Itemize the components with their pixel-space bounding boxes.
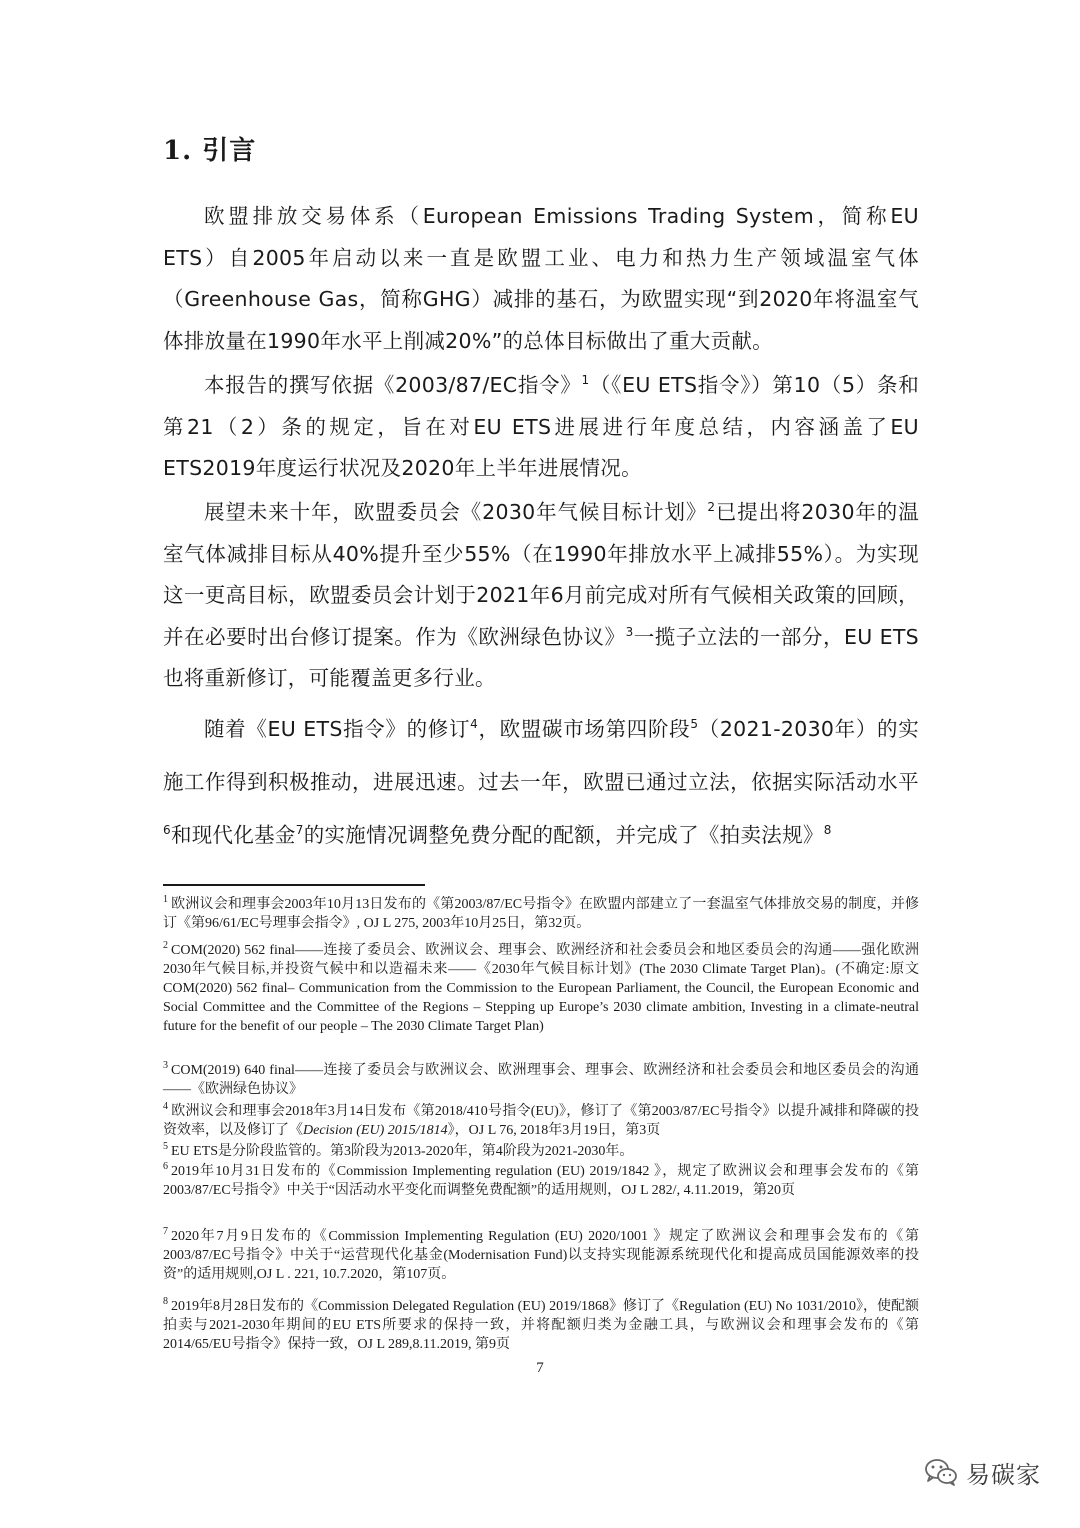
paragraph-1: 欧盟排放交易体系（European Emissions Trading System，简称EU ETS）自2005年启动以来一直是欧盟工业、电力和热力生产领域温室气体（Greenhouse Gas，简称GHG）减排的基石，为欧盟实现“到2020年将温室气体排放量在1990年水平上削减20%”的总体目标做出了重大贡献。	[163, 204, 919, 353]
footnote-6: $^6$ 2019年10月31日发布的《Commission Implementing regulation (EU) 2019/1842 》，规定了欧洲议会和理事会发布的《第2003/87/EC号指令》中关于“因活动水平变化而调整免费配额”的适用规则，OJ L 282/, 4.11.2019，第20页	[163, 1161, 919, 1198]
paragraph-2: 本报告的撰写依据《2003/87/EC指令》$^1$（《EU ETS指令》）第10（5）条和第21（2）条的规定，旨在对EU ETS进展进行年度总结，内容涵盖了EU ETS2019年度运行状况及2020年上半年进展情况。	[163, 373, 920, 480]
footnote-5: $^5$ EU ETS是分阶段监管的。第3阶段为2013-2020年，第4阶段为2021-2030年。	[163, 1141, 634, 1159]
footnote-ref-7[interactable]: 7	[295, 823, 304, 838]
footnote-ref-4[interactable]: 4	[470, 717, 479, 732]
footnote-8: $^8$ 2019年8月28日发布的《Commission Delegated Regulation (EU) 2019/1868》修订了《Regulation (EU) No 1031/2010》，使配额拍卖与2021-2030年期间的EU ETS所要求的保持一致，并将配额归类为金融工具，与欧洲议会和理事会发布的《第2014/65/EU号指令》保持一致，OJ L 289,8.11.2019, 第9页	[163, 1296, 919, 1352]
footnote-ref-3[interactable]: 3	[625, 624, 634, 639]
footnote-7: $^7$ 2020年7月9日发布的《Commission Implementing Regulation (EU) 2020/1001 》规定了欧洲议会和理事会发布的《第2003/87/EC号指令》中关于“运营现代化基金(Modernisation Fund)以支持实现能源系统现代化和提高成员国能源效率的投资”的适用规则,OJ L . 221, 10.7.2020，第107页。	[163, 1226, 919, 1282]
footnote-ref-2[interactable]: 2	[707, 500, 716, 515]
footnote-divider	[163, 884, 425, 886]
watermark-name: 易碳家	[966, 1460, 1041, 1489]
section-heading: 1. 引言	[163, 136, 257, 166]
watermark	[924, 1452, 1041, 1492]
footnote-1: $^1$ 欧洲议会和理事会2003年10月13日发布的《第2003/87/EC号指令》在欧盟内部建立了一套温室气体排放交易的制度，并修订《第96/61/EC号理事会指令》, OJ L 275, 2003年10月25日，第32页。	[163, 894, 919, 931]
footnote-3: $^3$ COM(2019) 640 final——连接了委员会与欧洲议会、欧洲理事会、理事会、欧洲经济和社会委员会和地区委员会的沟通——《欧洲绿色协议》	[163, 1060, 919, 1097]
paragraph-3: 展望未来十年，欧盟委员会《2030年气候目标计划》$^2$已提出将2030年的温室气体减排目标从40%提升至少55%（在1990年排放水平上减排55%）。为实现这一更高目标，欧盟委员会计划于2021年6月前完成对所有气候相关政策的回顾，并在必要时出台修订提案。作为《欧洲绿色协议》$^3$一揽子立法的一部分，EU ETS也将重新修订，可能覆盖更多行业。	[163, 500, 919, 690]
wechat-icon	[924, 1457, 958, 1487]
footnote-4: $^4$ 欧洲议会和理事会2018年3月14日发布《第2018/410号指令(EU)》，修订了《第2003/87/EC号指令》以提升减排和降碳的投资效率，以及修订了《Decision (EU) 2015/1814》，OJ L 76, 2018年3月19日，第3页	[163, 1101, 919, 1138]
paragraph-4: 随着《EU ETS指令》的修订$^4$，欧盟碳市场第四阶段$^5$（2021-2030年）的实施工作得到积极推动，进展迅速。过去一年，欧盟已通过立法，依据实际活动水平$^6$和现代化基金$^7$的实施情况调整免费分配的配额，并完成了《拍卖法规》$^8$	[163, 717, 919, 847]
footnote-ref-1[interactable]: 1	[581, 373, 590, 388]
page-number: 7	[536, 1360, 544, 1376]
footnote-ref-6[interactable]: 6	[163, 823, 171, 838]
footnote-ref-8[interactable]: 8	[823, 823, 832, 838]
footnote-ref-5[interactable]: 5	[690, 717, 699, 732]
footnote-2: $^2$ COM(2020) 562 final——连接了委员会、欧洲议会、理事会、欧洲经济和社会委员会和地区委员会的沟通——强化欧洲2030年气候目标,并投资气候中和以造福未来——《2030年气候目标计划》(The 2030 Climate Target Plan)。(不确定:原文COM(2020) 562 final– Communication from the Commission to the European Parliament, the Council, the European Economic and Social Committee and the Committee of the Regions – Stepping up Europe’s 2030 climate ambition, Investing in a climate-neutral future for the benefit of our people – The 2030 Climate Target Plan)	[163, 940, 919, 1034]
